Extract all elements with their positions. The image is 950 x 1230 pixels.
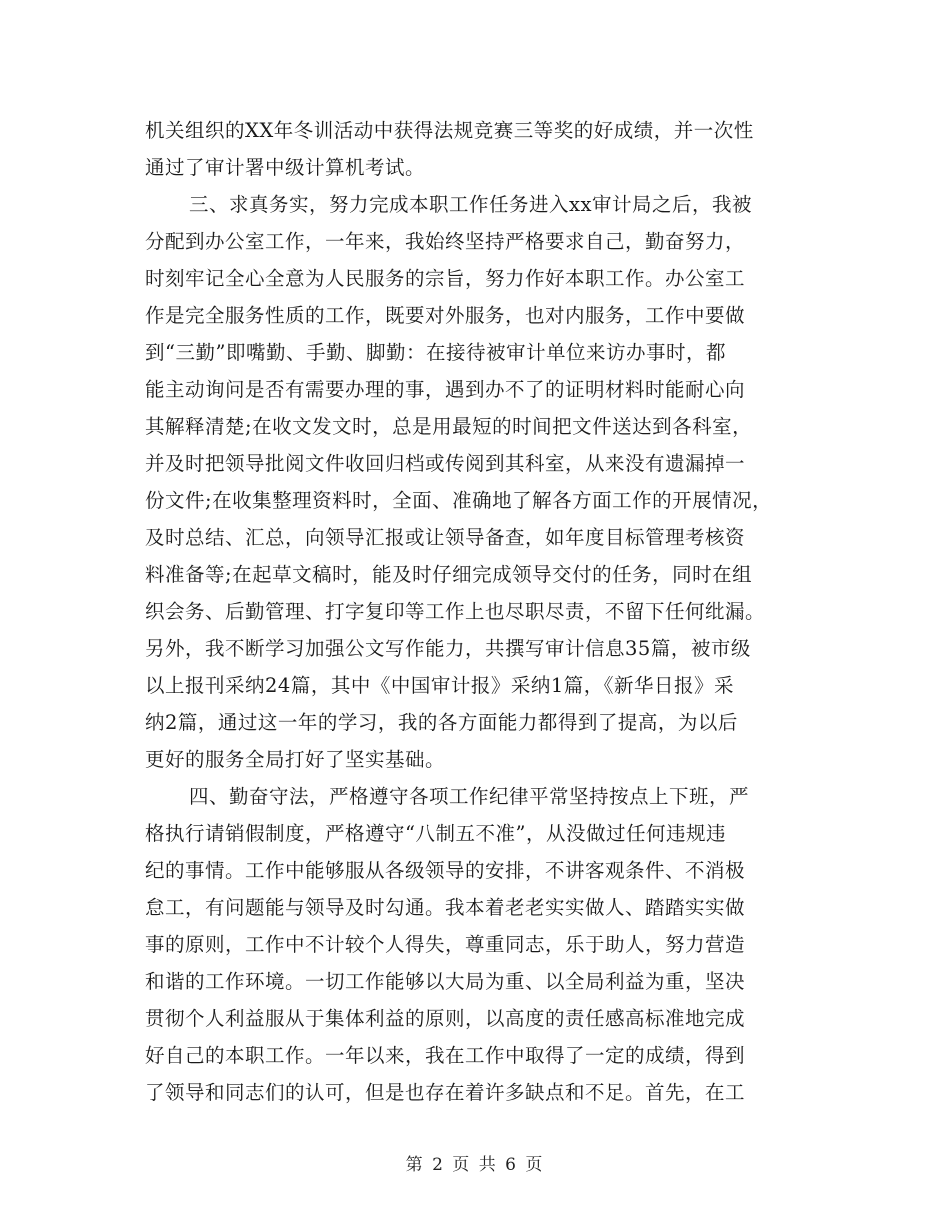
- document-body: [145, 112, 815, 1111]
- text-line: 纪的事情。工作中能够服从各级领导的安排，不讲客观条件、不消极: [145, 859, 746, 882]
- text-line: 织会务、后勤管理、打字复印等工作上也尽职尽责，不留下任何纰漏。: [145, 600, 766, 623]
- text-line: 其解释清楚;在收文发文时，总是用最短的时间把文件送达到各科室，: [145, 415, 753, 438]
- paragraph-start-line: 三、求真务实，努力完成本职工作任务进入xx审计局之后，我被: [189, 193, 752, 216]
- text-line: 了领导和同志们的认可，但是也存在着许多缺点和不足。首先，在工: [145, 1081, 746, 1104]
- text-line: 份文件;在收集整理资料时，全面、准确地了解各方面工作的开展情况，: [145, 489, 773, 512]
- text-line: 机关组织的XX年冬训活动中获得法规竞赛三等奖的好成绩，并一次性: [145, 119, 754, 142]
- text-line: 好自己的本职工作。一年以来，我在工作中取得了一定的成绩，得到: [145, 1044, 746, 1067]
- text-line: 料准备等;在起草文稿时，能及时仔细完成领导交付的任务，同时在组: [145, 563, 753, 586]
- text-line: 时刻牢记全心全意为人民服务的宗旨，努力作好本职工作。办公室工: [145, 267, 746, 290]
- text-line: 及时总结、汇总，向领导汇报或让领导备查，如年度目标管理考核资: [145, 526, 746, 549]
- text-line: 更好的服务全局打好了坚实基础。: [145, 748, 446, 771]
- text-line: 怠工，有问题能与领导及时勾通。我本着老老实实做人、踏踏实实做: [145, 896, 746, 919]
- text-line: 并及时把领导批阅文件收回归档或传阅到其科室，从来没有遗漏掉一: [145, 452, 746, 475]
- text-line: 通过了审计署中级计算机考试。: [145, 156, 426, 179]
- text-line: 格执行请销假制度，严格遵守“八制五不准”，从没做过任何违规违: [145, 822, 726, 845]
- text-line: 事的原则，工作中不计较个人得失，尊重同志，乐于助人，努力营造: [145, 933, 746, 956]
- text-line: 到“三勤”即嘴勤、手勤、脚勤：在接待被审计单位来访办事时，都: [145, 341, 726, 364]
- text-line: 以上报刊采纳24篇，其中《中国审计报》采纳1篇，《新华日报》采: [145, 674, 734, 697]
- text-line: 纳2篇，通过这一年的学习，我的各方面能力都得到了提高，为以后: [145, 711, 738, 734]
- text-line: 作是完全服务性质的工作，既要对外服务，也对内服务，工作中要做: [145, 304, 746, 327]
- page-number-footer: 第 2 页 共 6 页: [405, 1155, 545, 1175]
- text-line: 分配到办公室工作，一年来，我始终坚持严格要求自己，勤奋努力，: [145, 230, 746, 253]
- text-line: 能主动询问是否有需要办理的事，遇到办不了的证明材料时能耐心向: [145, 378, 746, 401]
- text-line: 另外，我不断学习加强公文写作能力，共撰写审计信息35篇，被市级: [145, 637, 751, 660]
- text-line: 贯彻个人利益服从于集体利益的原则，以高度的责任感高标准地完成: [145, 1007, 746, 1030]
- paragraph-start-line: 四、勤奋守法，严格遵守各项工作纪律平常坚持按点上下班，严: [189, 785, 750, 808]
- text-line: 和谐的工作环境。一切工作能够以大局为重、以全局利益为重，坚决: [145, 970, 746, 993]
